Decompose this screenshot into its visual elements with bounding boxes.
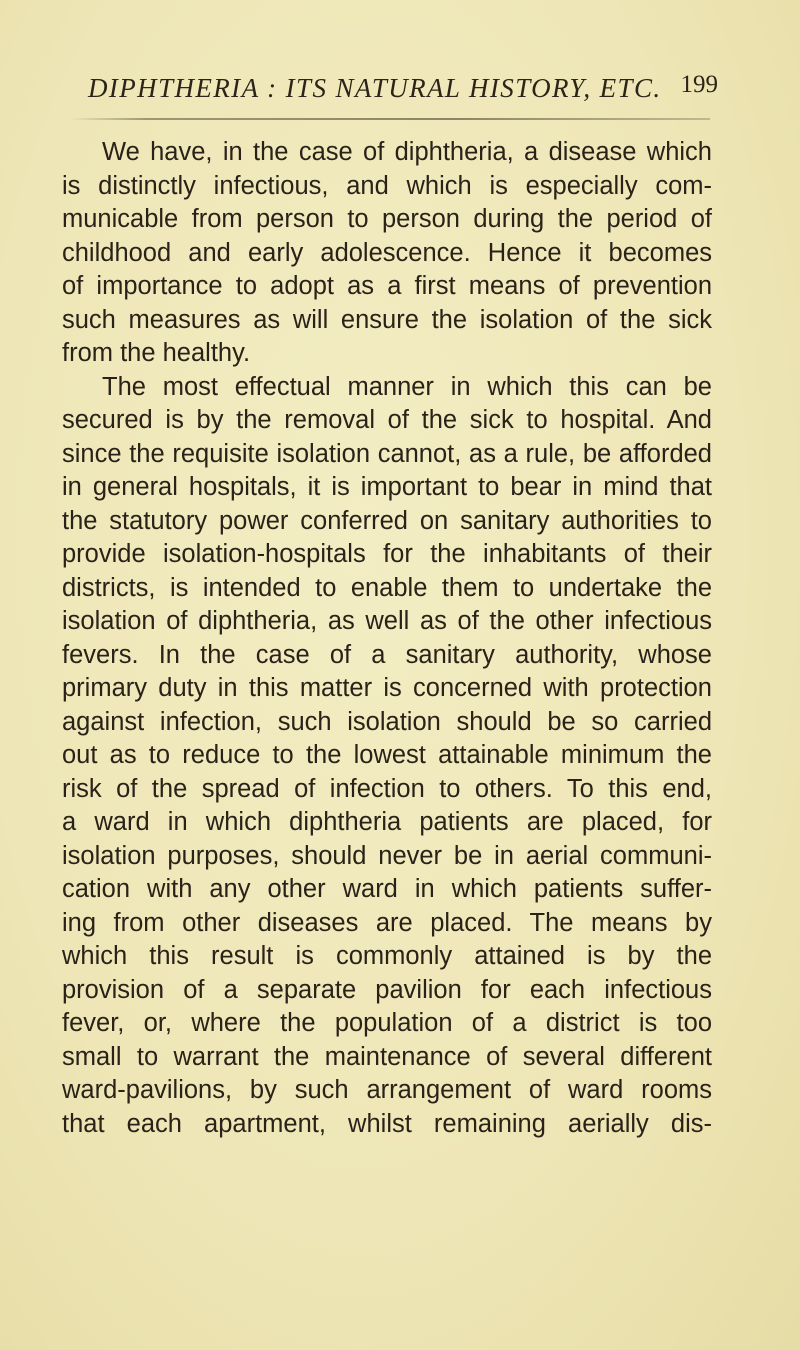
text-line: districts, is intended to enable them to undertake the [62, 573, 712, 602]
paragraph-2 [62, 371, 712, 1142]
text-line: the statutory power conferred on sanitary authorities to [62, 506, 712, 535]
text-line: against infection, such isolation should be so carried [62, 707, 712, 736]
text-line: fevers. In the case of a sanitary authority, whose [62, 640, 712, 669]
running-title: DIPHTHERIA : ITS NATURAL HISTORY, ETC. [88, 73, 662, 103]
text-line: provide isolation-hospitals for the inhabitants of their [62, 540, 712, 568]
text-line: out as to reduce to the lowest attainable minimum the [62, 741, 712, 769]
text-line: fever, or, where the population of a district is too [62, 1009, 712, 1037]
page-number: 199 [680, 71, 718, 98]
text-line: We have, in the case of diphtheria, a disease which [102, 138, 712, 166]
text-line: municable from person to person during the period of [62, 205, 712, 233]
text-line: that each apartment, whilst remaining aerially dis- [62, 1109, 712, 1138]
body-text [62, 136, 712, 1141]
running-head [88, 73, 718, 113]
text-line: risk of the spread of infection to others. To this end, [62, 774, 712, 803]
text-line: of importance to adopt as a first means of prevention [62, 272, 712, 300]
text-line: small to warrant the maintenance of several different [62, 1042, 712, 1071]
header-rule [70, 118, 710, 120]
text-line: secured is by the removal of the sick to hospital. And [62, 406, 712, 434]
text-line: a ward in which diphtheria patients are placed, for [62, 808, 712, 836]
text-line: childhood and early adolescence. Hence it becomes [62, 238, 712, 267]
text-line: ward-pavilions, by such arrangement of ward rooms [62, 1076, 712, 1104]
text-line: primary duty in this matter is concerned with protection [62, 674, 712, 702]
text-line: such measures as will ensure the isolation of the sick [62, 305, 712, 334]
text-line: in general hospitals, it is important to bear in mind that [62, 473, 712, 501]
text-line: provision of a separate pavilion for each infectious [62, 975, 712, 1004]
text-line: which this result is commonly attained is by the [62, 942, 712, 970]
text-line: cation with any other ward in which patients suffer- [62, 875, 712, 903]
text-line: since the requisite isolation cannot, as a rule, be afforded [62, 439, 712, 468]
text-line: The most effectual manner in which this can be [102, 372, 712, 401]
text-line: is distinctly infectious, and which is especially com- [62, 171, 712, 200]
text-line: from the healthy. [62, 339, 251, 367]
text-line: isolation of diphtheria, as well as of the other infectious [62, 607, 712, 635]
text-line: isolation purposes, should never be in aerial communi- [62, 841, 712, 870]
text-line: ing from other diseases are placed. The means by [62, 908, 712, 937]
paragraph-1 [62, 136, 712, 371]
